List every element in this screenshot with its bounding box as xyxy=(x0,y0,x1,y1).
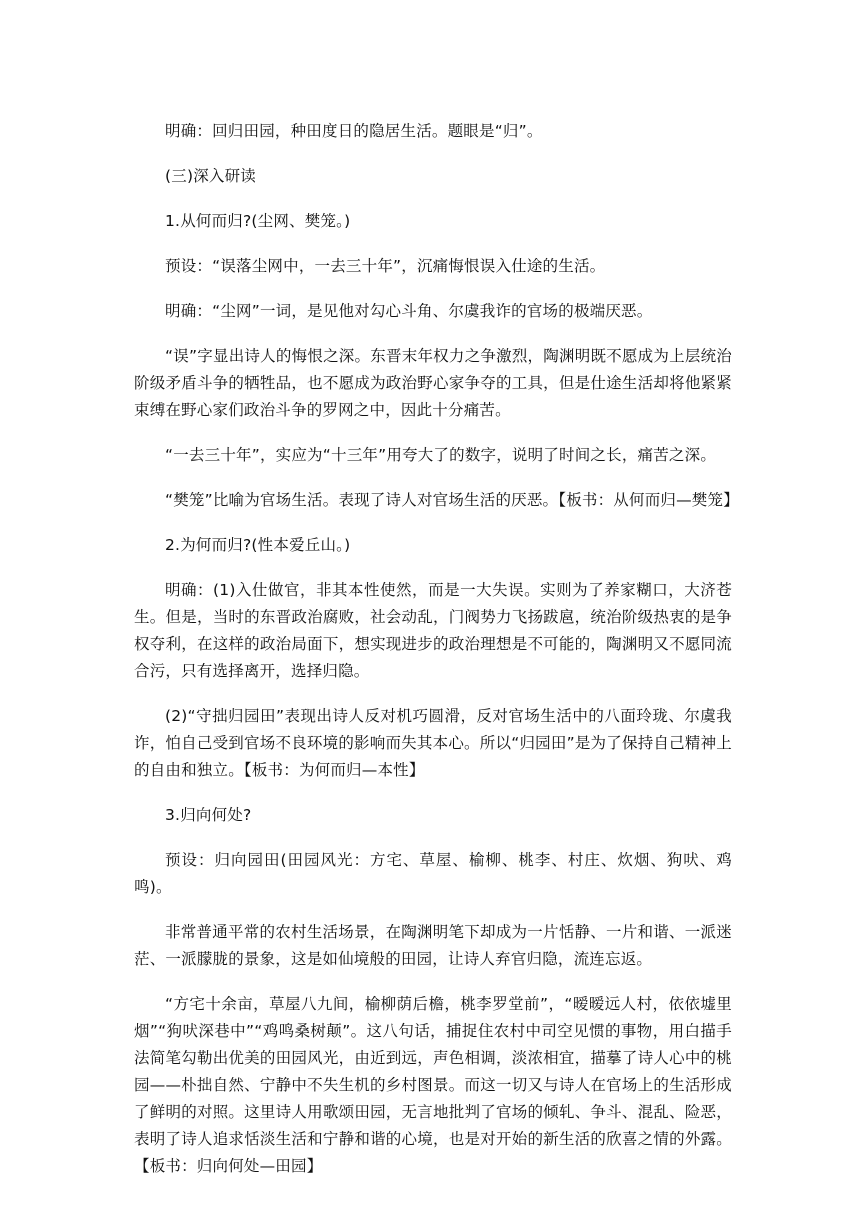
paragraph-thirty-years: “一去三十年”，实应为“十三年”用夸大了的数字，说明了时间之长，痛苦之深。 xyxy=(165,446,717,464)
paragraph-mingque-why-return-1: 明确：(1)入仕做官，非其本性使然，而是一大失误。实则为了养家糊口，大济苍生。但是，当时的东晋政治腐败，社会动乱，门阀势力飞扬跋扈，统治阶级热衷的是争权夺利，在这样的政治局面下，想实现进步的政治理想是不可能的，陶渊明又不愿同流合污，只有选择离开，选择归隐。 xyxy=(134,581,732,680)
paragraph-mingque-dust-net: 明确：“尘网”一词，是见他对勾心斗角、尔虞我诈的官场的极端厌恶。 xyxy=(165,302,653,320)
paragraph-cage-metaphor: “樊笼”比喻为官场生活。表现了诗人对官场生活的厌恶。【板书：从何而归—樊笼】 xyxy=(165,491,739,509)
paragraph-mingque-theme: 明确：回归田园，种田度日的隐居生活。题眼是“归”。 xyxy=(165,122,543,140)
paragraph-regret-analysis: “误”字显出诗人的悔恨之深。东晋末年权力之争激烈，陶渊明既不愿成为上层统治阶级矛盾斗争的牺牲品，也不愿成为政治野心家争夺的工具，但是仕途生活却将他紧紧束缚在野心家们政治斗争的罗网之中，因此十分痛苦。 xyxy=(134,347,732,419)
question-heading-why-return: 2.为何而归?(性本爱丘山。) xyxy=(165,536,351,554)
document-body xyxy=(134,118,739,1180)
question-heading-where-from: 1.从何而归?(尘网、樊笼。) xyxy=(165,212,351,230)
paragraph-village-scene: 非常普通平常的农村生活场景，在陶渊明笔下却成为一片恬静、一片和谐、一派迷茫、一派朦胧的景象，这是如仙境般的田园，让诗人弃官归隐，流连忘返。 xyxy=(134,923,732,968)
section-heading-deep-reading: (三)深入研读 xyxy=(165,167,256,185)
paragraph-eight-lines-analysis: “方宅十余亩，草屋八九间，榆柳荫后檐，桃李罗堂前”，“暧暧远人村，依依墟里烟”“狗吠深巷中”“鸡鸣桑树颠”。这八句话，捕捉住农村中司空见惯的事物，用白描手法简笔勾勒出优美的田园风光，由近到远，声色相调，淡浓相宜，描摹了诗人心中的桃园——朴拙自然、宁静中不失生机的乡村图景。而这一切又与诗人在官场上的生活形成了鲜明的对照。这里诗人用歌颂田园，无言地批判了官场的倾轧、争斗、混乱、险恶，表明了诗人追求恬淡生活和宁静和谐的心境，也是对开始的新生活的欣喜之情的外露。【板书：归向何处—田园】 xyxy=(134,995,732,1175)
question-heading-where-to: 3.归向何处? xyxy=(165,806,252,824)
paragraph-preset-dust-net: 预设：“误落尘网中，一去三十年”，沉痛悔恨误入仕途的生活。 xyxy=(165,257,606,275)
paragraph-mingque-why-return-2: (2)“守拙归园田”表现出诗人反对机巧圆滑，反对官场生活中的八面玲珑、尔虞我诈，怕自己受到官场不良环境的影响而失其本心。所以“归园田”是为了保持自己精神上的自由和独立。【板书：为何而归—本性】 xyxy=(134,707,732,779)
paragraph-preset-garden: 预设：归向园田(田园风光：方宅、草屋、榆柳、桃李、村庄、炊烟、狗吠、鸡鸣)。 xyxy=(134,851,732,896)
